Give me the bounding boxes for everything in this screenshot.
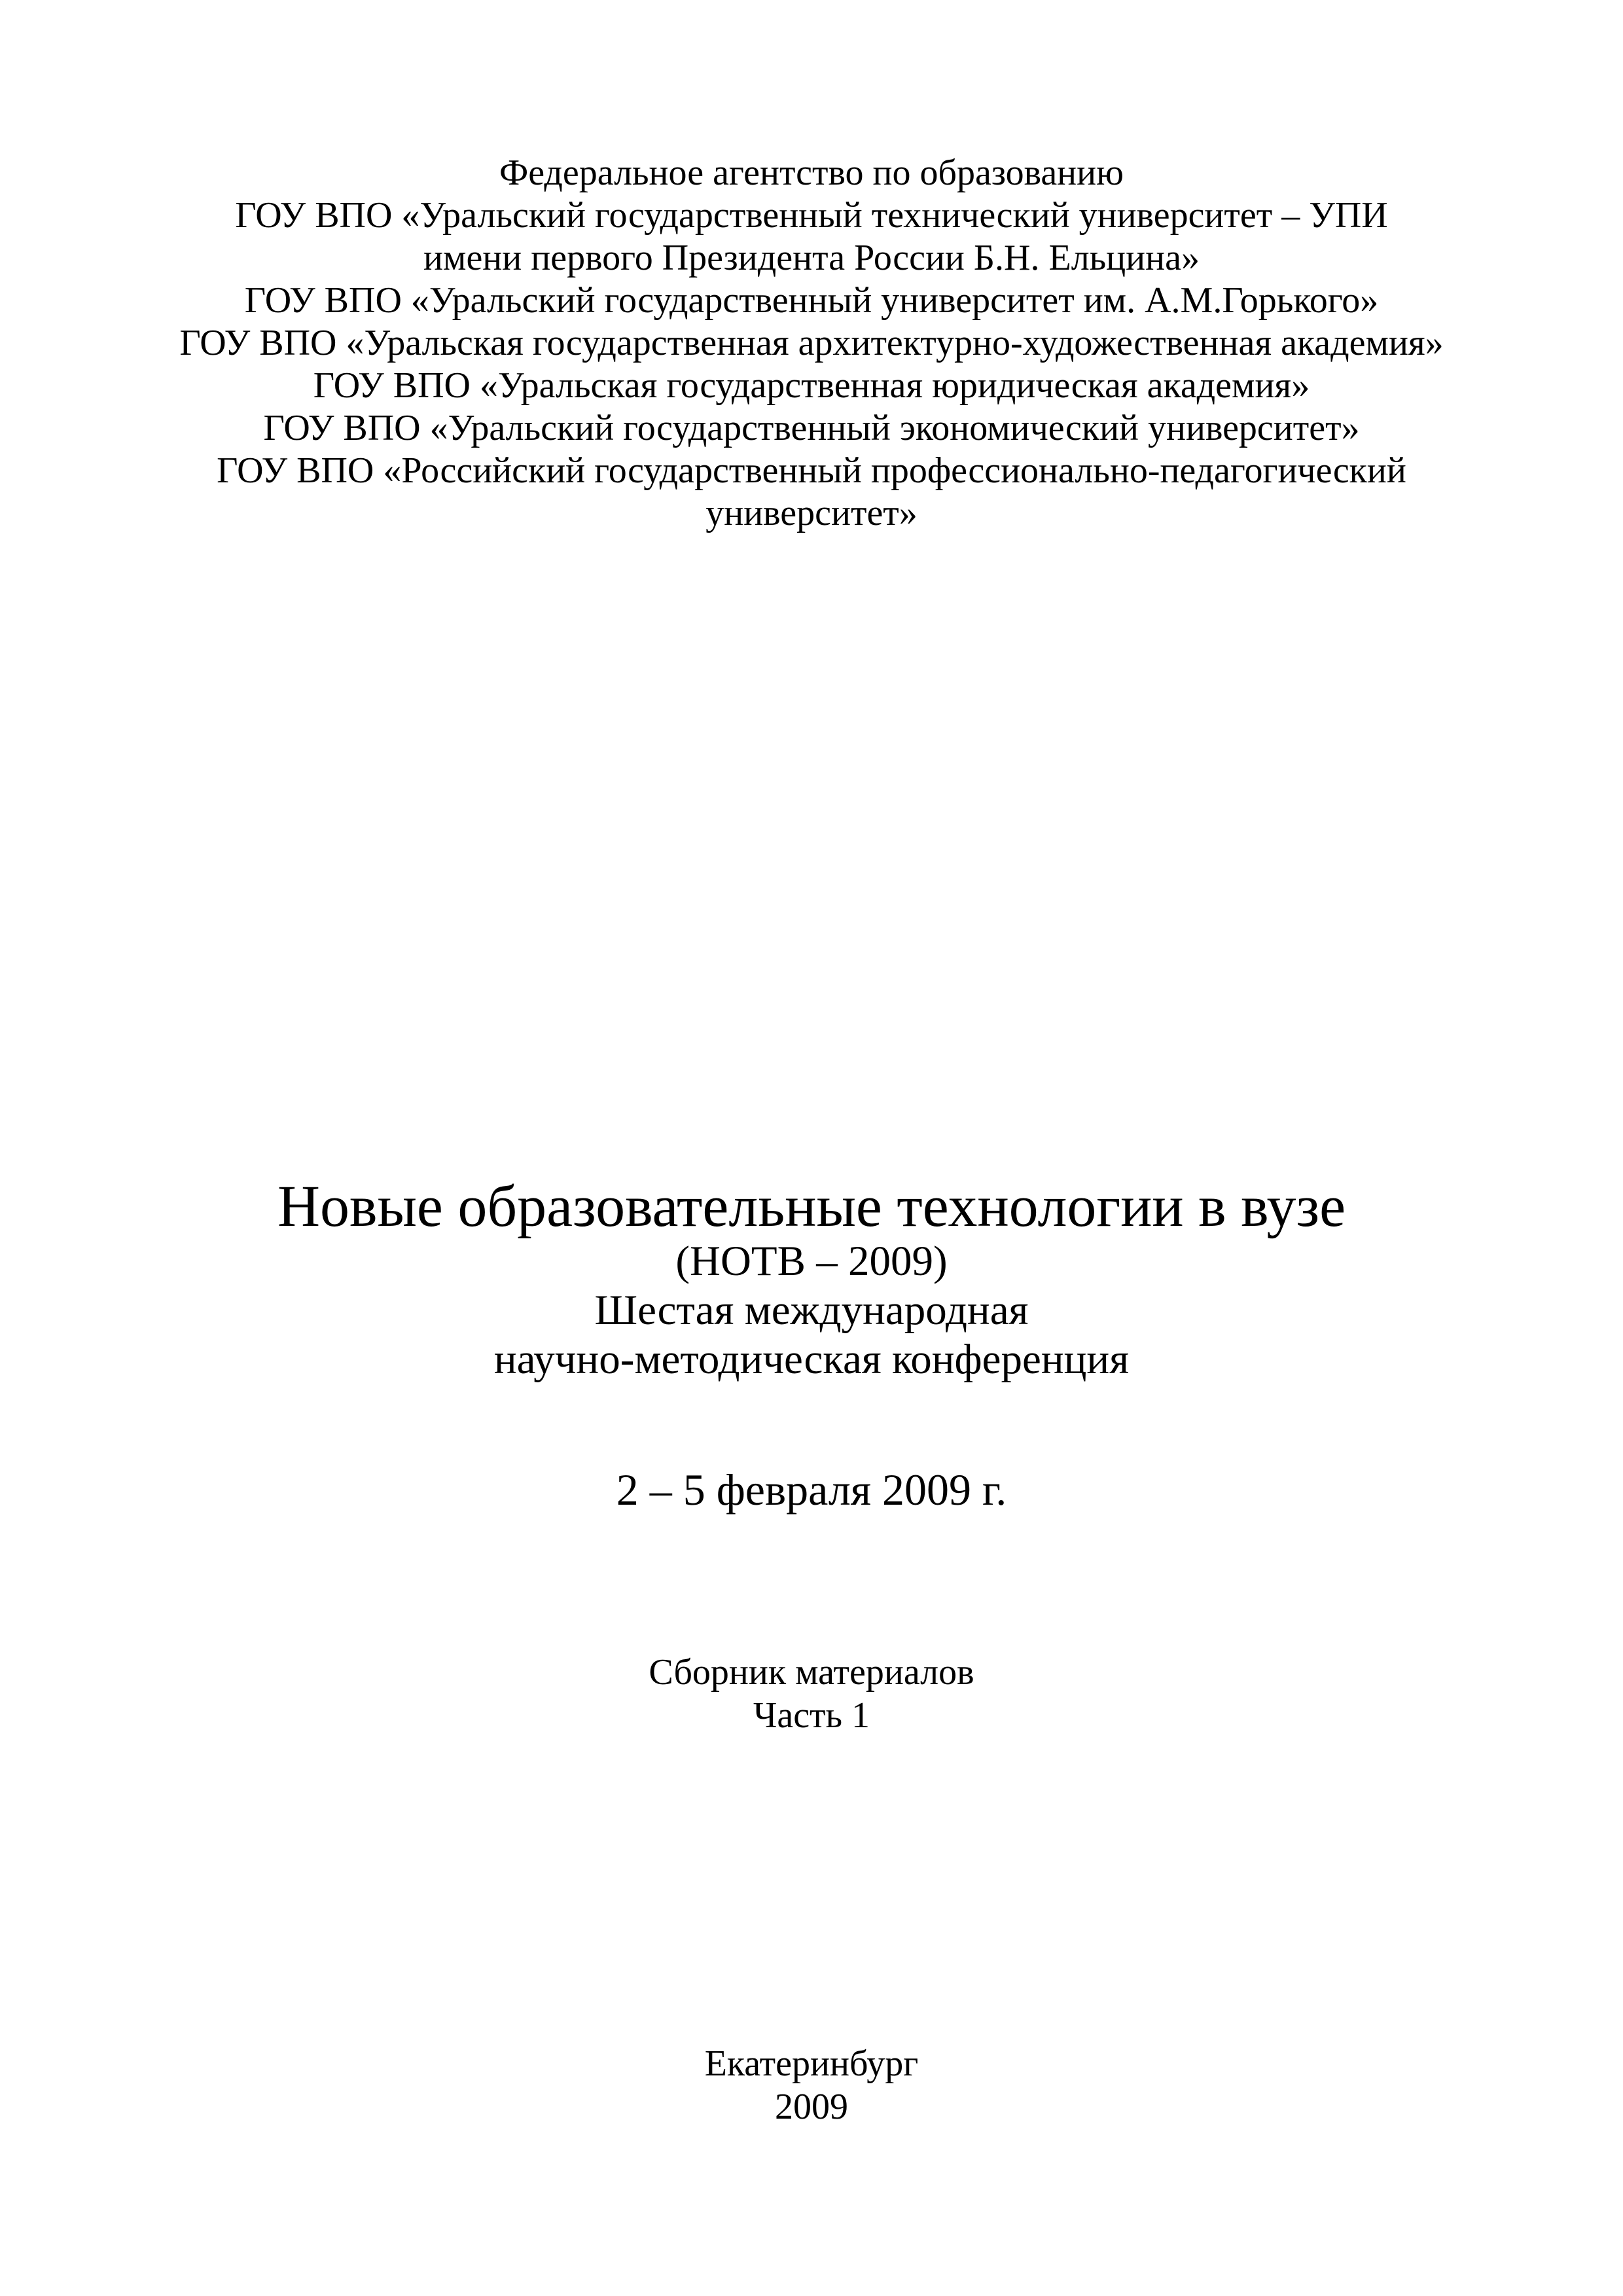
org-law-academy: ГОУ ВПО «Уральская государственная юридическая академия» [313, 365, 1310, 406]
org-ustu-upi-line1: ГОУ ВПО «Уральский государственный технический университет – УПИ [235, 195, 1388, 236]
org-economic-university: ГОУ ВПО «Уральский государственный экономический университет» [263, 408, 1360, 448]
conference-abbreviation: (НОТВ – 2009) [675, 1238, 948, 1285]
conference-dates [0, 1463, 1623, 1516]
org-pedagogical-university-line1: ГОУ ВПО «Российский государственный профессионально-педагогический [217, 450, 1406, 491]
org-usu: ГОУ ВПО «Уральский государственный университет им. А.М.Горького» [244, 280, 1379, 321]
agency-name: Федеральное агентство по образованию [499, 152, 1124, 193]
conference-type-line1: Шестая международная [594, 1287, 1029, 1334]
imprint-year: 2009 [775, 2087, 848, 2127]
collection-info [0, 1651, 1623, 1737]
conference-subtitle [0, 1237, 1623, 1384]
conference-type-line2: научно-методическая конференция [493, 1336, 1130, 1383]
collection-label: Сборник материалов [649, 1652, 974, 1693]
conference-title-main: Новые образовательные технологии в вузе [277, 1174, 1346, 1239]
imprint [0, 2042, 1623, 2128]
collection-part: Часть 1 [753, 1695, 870, 1736]
org-pedagogical-university-line2: университет» [705, 493, 918, 533]
org-ustu-upi-line2: имени первого Президента России Б.Н. Ельцина» [423, 238, 1200, 278]
conference-title [0, 1172, 1623, 1242]
org-architecture-academy: ГОУ ВПО «Уральская государственная архитектурно-художественная академия» [179, 323, 1444, 363]
dates-text: 2 – 5 февраля 2009 г. [616, 1465, 1007, 1515]
imprint-city: Екатеринбург [704, 2043, 919, 2084]
publisher-header [0, 152, 1623, 535]
